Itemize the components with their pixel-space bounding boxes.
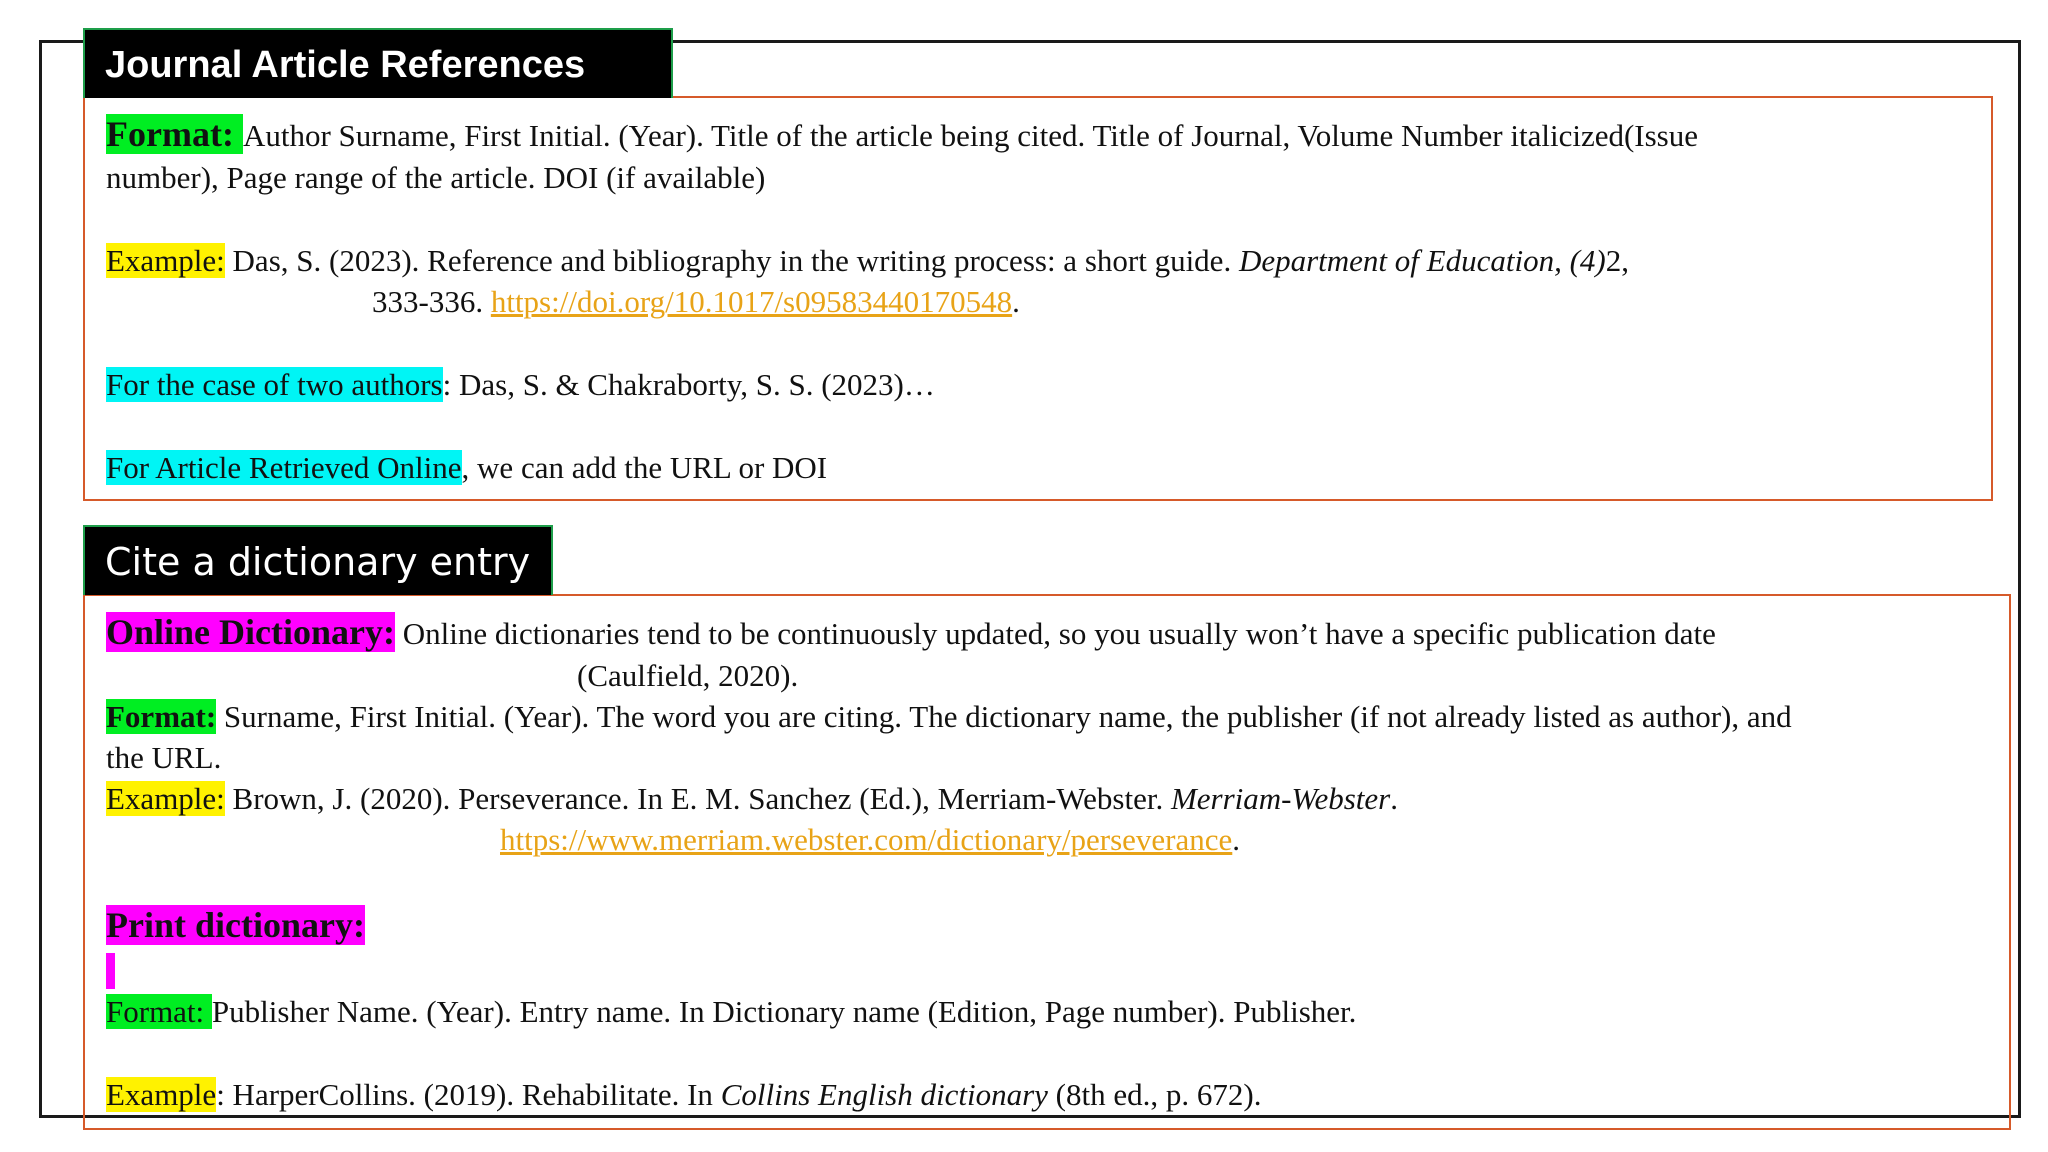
- print-example-line: [106, 1075, 1261, 1115]
- journal-doi-link[interactable]: https://doi.org/10.1017/s09583440170548: [490, 284, 1013, 319]
- two-authors-label: For the case of two authors: [106, 367, 443, 402]
- print-dictionary-label: Print dictionary:: [106, 905, 365, 945]
- merriam-webster-link[interactable]: https://www.merriam.webster.com/dictionary/perseverance: [500, 822, 1233, 857]
- magenta-marker: [106, 953, 115, 989]
- online-dictionary-label: Online Dictionary:: [106, 612, 395, 652]
- print-example-text-2: (8th ed., p. 672).: [1047, 1077, 1262, 1112]
- journal-example-text-2: 333-336.: [372, 284, 491, 319]
- dictionary-online-line-2: [577, 656, 798, 696]
- journal-format-line-1: [106, 114, 1698, 156]
- journal-example-text-2b: .: [1012, 284, 1020, 319]
- dictionary-format-text-2: the URL.: [106, 740, 222, 775]
- print-example-italic: Collins English dictionary: [720, 1077, 1048, 1112]
- dictionary-content-box: [83, 594, 2011, 1130]
- dictionary-online-line-1: [106, 612, 1716, 654]
- print-format-label: Format:: [106, 994, 212, 1029]
- journal-example-label: Example:: [106, 243, 225, 278]
- journal-format-text-1: Author Surname, First Initial. (Year). Title of the article being cited. Title of Journal, Volume Number italicized(Issue: [242, 118, 1698, 153]
- journal-format-line-2: [106, 158, 765, 198]
- dictionary-format-line-2: [106, 738, 221, 778]
- online-dictionary-text-1: Online dictionaries tend to be continuously updated, so you usually won’t have a specific publication date: [394, 616, 1716, 651]
- journal-section-header: Journal Article References: [83, 28, 673, 98]
- journal-example-text-1: Das, S. (2023). Reference and bibliography in the writing process: a short guide.: [224, 243, 1239, 278]
- dictionary-example-text-2b: .: [1232, 822, 1241, 857]
- journal-format-text-2: number), Page range of the article. DOI (if available): [106, 160, 766, 195]
- two-authors-text: : Das, S. & Chakraborty, S. S. (2023)…: [442, 367, 935, 402]
- journal-format-label: Format:: [106, 114, 243, 154]
- journal-example-line-1: [106, 241, 1629, 281]
- journal-example-line-2: [372, 282, 1020, 322]
- journal-example-italic: Department of Education, (4): [1238, 243, 1606, 278]
- journal-online-line: [106, 448, 827, 488]
- online-article-text: , we can add the URL or DOI: [461, 450, 828, 485]
- dictionary-example-label: Example:: [106, 781, 225, 816]
- online-article-label: For Article Retrieved Online: [106, 450, 462, 485]
- journal-example-text-1b: 2,: [1605, 243, 1629, 278]
- journal-content-box: [83, 96, 1993, 501]
- dictionary-example-line-1: [106, 779, 1398, 819]
- print-dictionary-line: [106, 905, 365, 947]
- online-dictionary-text-2: (Caulfield, 2020).: [577, 658, 799, 693]
- print-example-label: Example: [106, 1077, 217, 1112]
- dictionary-format-label: Format:: [106, 699, 217, 734]
- dictionary-example-text-1: Brown, J. (2020). Perseverance. In E. M. Sanchez (Ed.), Merriam-Webster.: [224, 781, 1171, 816]
- dictionary-example-italic: Merriam-Webster: [1170, 781, 1391, 816]
- print-format-text: Publisher Name. (Year). Entry name. In Dictionary name (Edition, Page number). Publisher.: [211, 994, 1357, 1029]
- dictionary-format-text-1: Surname, First Initial. (Year). The word you are citing. The dictionary name, the publisher (if not already listed as author), and: [216, 699, 1792, 734]
- journal-two-authors-line: [106, 365, 935, 405]
- dictionary-example-text-1b: .: [1390, 781, 1398, 816]
- dictionary-format-line-1: [106, 697, 1792, 737]
- dictionary-section-header: Cite a dictionary entry: [83, 525, 553, 595]
- dictionary-example-line-2: [500, 820, 1240, 860]
- print-format-line: [106, 992, 1356, 1032]
- print-example-text-1: : HarperCollins. (2019). Rehabilitate. In: [216, 1077, 721, 1112]
